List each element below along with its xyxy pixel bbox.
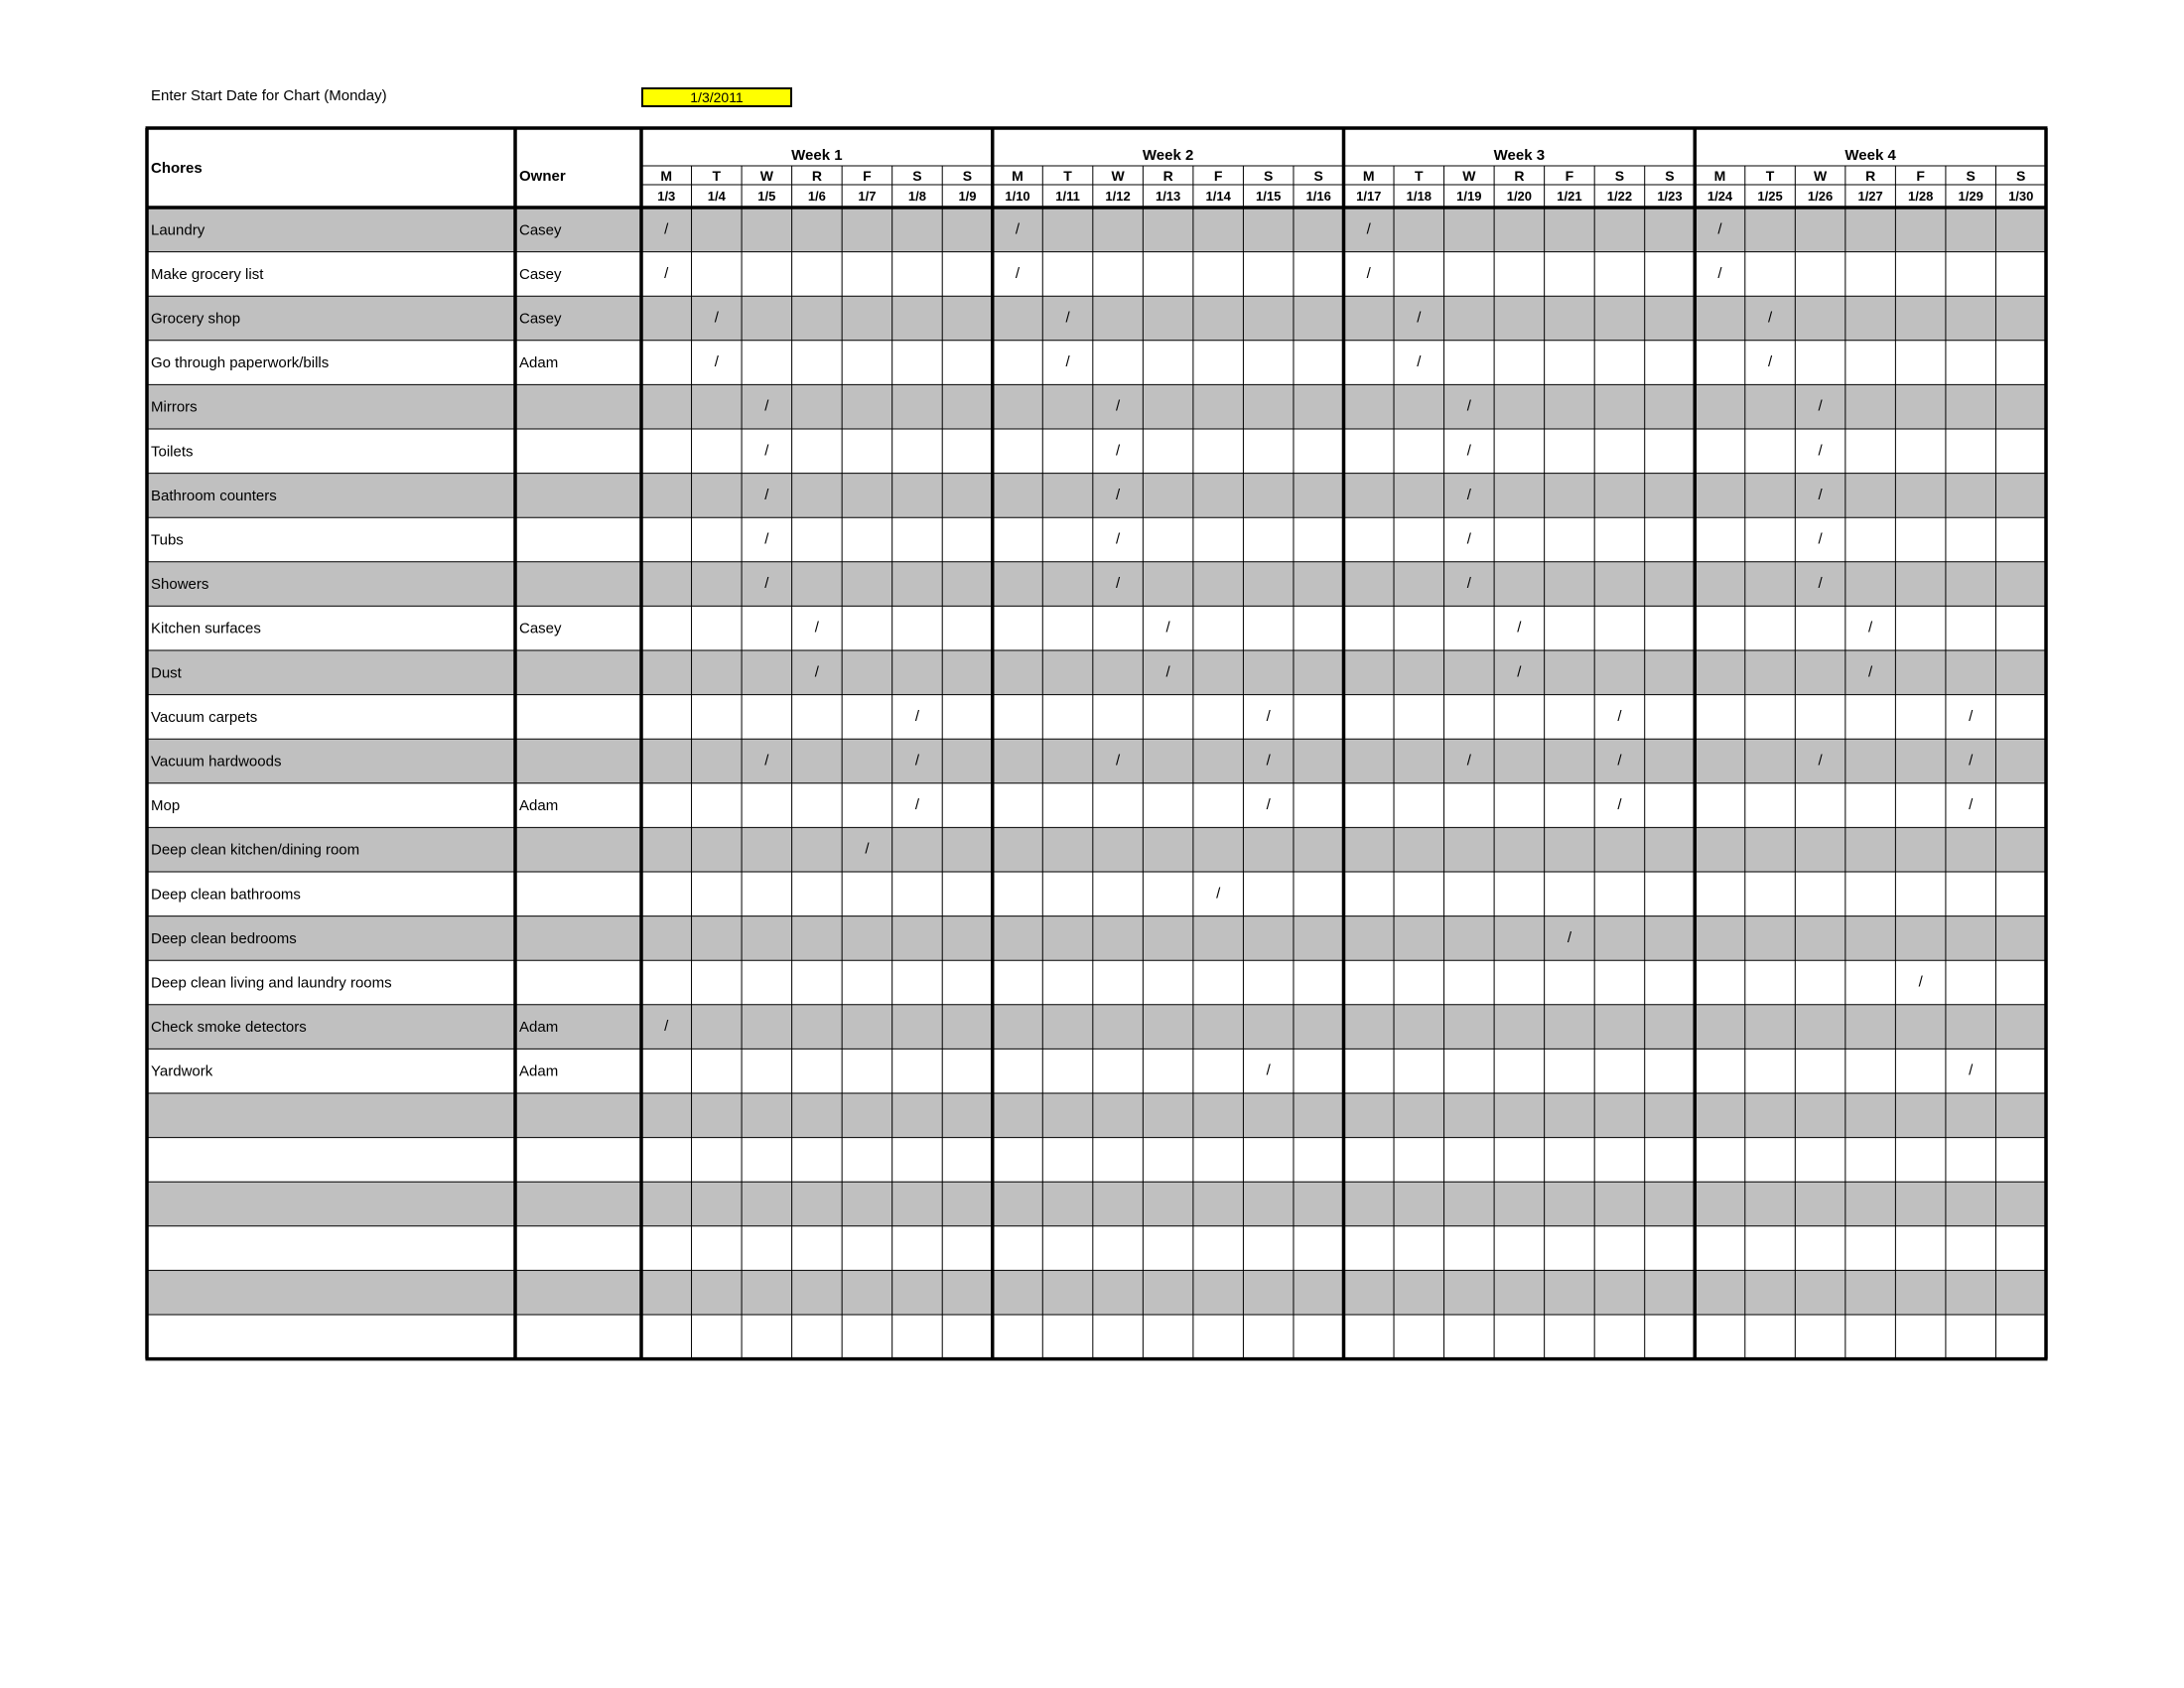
table-row-background [147, 296, 2046, 341]
chore-mark: / [1517, 663, 1522, 681]
day-letter-header: W [1462, 168, 1476, 184]
day-letter-header: F [1213, 168, 1223, 184]
chore-mark: / [1015, 220, 1021, 238]
chore-mark: / [714, 353, 719, 371]
chore-mark: / [814, 663, 819, 681]
date-header: 1/21 [1557, 189, 1582, 204]
table-row-background [147, 916, 2046, 961]
date-header: 1/7 [858, 189, 877, 204]
chore-owner: Adam [519, 354, 559, 372]
chore-owner: Casey [519, 221, 562, 239]
chore-name: Make grocery list [151, 265, 264, 283]
chore-owner: Adam [519, 1062, 559, 1080]
chore-mark: / [1969, 752, 1974, 770]
chore-mark: / [1116, 486, 1121, 503]
chore-name: Kitchen surfaces [151, 620, 261, 637]
chore-mark: / [1116, 575, 1121, 593]
chore-mark: / [1818, 575, 1823, 593]
date-header: 1/27 [1857, 189, 1883, 204]
table-row-background [147, 960, 2046, 1005]
table-row-background [147, 1005, 2046, 1050]
date-header: 1/6 [807, 189, 826, 204]
day-letter-header: S [2016, 168, 2026, 184]
chore-name: Toilets [151, 443, 194, 461]
chore-name: Deep clean living and laundry rooms [151, 974, 392, 992]
chore-mark: / [764, 575, 769, 593]
chore-mark: / [1818, 397, 1823, 415]
chore-mark: / [1165, 663, 1170, 681]
date-header: 1/5 [757, 189, 776, 204]
chore-mark: / [914, 796, 920, 814]
chore-mark: / [1868, 663, 1873, 681]
chore-mark: / [1116, 530, 1121, 548]
date-header: 1/20 [1506, 189, 1533, 204]
chore-mark: / [814, 619, 819, 636]
chore-mark: / [1466, 442, 1471, 460]
week-header: Week 3 [1493, 147, 1546, 164]
date-header: 1/19 [1456, 189, 1482, 204]
day-letter-header: T [1765, 168, 1775, 184]
chore-mark: / [1266, 752, 1271, 770]
chore-mark: / [1466, 575, 1471, 593]
chore-mark: / [1417, 309, 1422, 327]
date-header: 1/17 [1356, 189, 1382, 204]
chore-mark: / [1216, 885, 1221, 903]
chore-name: Yardwork [151, 1062, 213, 1080]
date-header: 1/13 [1155, 189, 1181, 204]
chore-name: Check smoke detectors [151, 1019, 307, 1037]
chore-mark: / [764, 752, 769, 770]
date-header: 1/29 [1958, 189, 1983, 204]
day-letter-header: S [962, 168, 973, 184]
date-header: 1/30 [2008, 189, 2034, 204]
chore-owner: Adam [519, 797, 559, 815]
chore-mark: / [1417, 353, 1422, 371]
chore-mark: / [664, 220, 669, 238]
chore-name: Mop [151, 797, 181, 815]
table-row-background [147, 1270, 2046, 1315]
day-letter-header: R [1514, 168, 1525, 184]
table-row-background [147, 695, 2046, 740]
chore-owner: Casey [519, 310, 562, 328]
table-row-background [147, 606, 2046, 650]
chore-mark: / [1266, 796, 1271, 814]
chore-mark: / [1918, 973, 1923, 991]
owner-header: Owner [519, 168, 566, 185]
week-header: Week 1 [791, 147, 843, 164]
chore-mark: / [1366, 264, 1371, 282]
table-row-background [147, 1138, 2046, 1183]
chore-mark: / [1767, 353, 1773, 371]
chore-mark: / [1818, 530, 1823, 548]
table-row-background [147, 1093, 2046, 1138]
week-header: Week 2 [1142, 147, 1194, 164]
date-header: 1/25 [1757, 189, 1783, 204]
day-letter-header: W [759, 168, 773, 184]
date-header: 1/16 [1305, 189, 1331, 204]
chore-name: Go through paperwork/bills [151, 354, 330, 372]
day-letter-header: S [912, 168, 922, 184]
start-date-label: Enter Start Date for Chart (Monday) [151, 87, 387, 104]
day-letter-header: T [1415, 168, 1424, 184]
day-letter-header: S [1966, 168, 1976, 184]
day-letter-header: R [1162, 168, 1173, 184]
chore-name: Laundry [151, 221, 205, 239]
table-row-background [147, 1049, 2046, 1093]
day-letter-header: T [712, 168, 722, 184]
chore-mark: / [1969, 796, 1974, 814]
table-row-background [147, 474, 2046, 518]
chore-mark: / [1015, 264, 1021, 282]
date-header: 1/15 [1256, 189, 1282, 204]
chore-mark: / [1366, 220, 1371, 238]
date-header: 1/26 [1807, 189, 1834, 204]
day-letter-header: M [660, 168, 673, 184]
chore-mark: / [1466, 486, 1471, 503]
chore-mark: / [764, 486, 769, 503]
day-letter-header: S [1614, 168, 1625, 184]
chore-mark: / [1818, 752, 1823, 770]
table-row-background [147, 1182, 2046, 1226]
table-row-background [147, 252, 2046, 297]
date-header: 1/28 [1908, 189, 1934, 204]
chore-name: Showers [151, 576, 209, 594]
date-header: 1/3 [657, 189, 676, 204]
chore-name: Tubs [151, 531, 184, 549]
chore-mark: / [764, 397, 769, 415]
chore-owner: Adam [519, 1019, 559, 1037]
table-row-background [147, 1226, 2046, 1271]
chore-mark: / [1065, 353, 1070, 371]
chore-mark: / [664, 264, 669, 282]
chore-mark: / [1466, 752, 1471, 770]
table-row-background [147, 650, 2046, 695]
chore-mark: / [1818, 442, 1823, 460]
chore-mark: / [1165, 619, 1170, 636]
chore-mark: / [1717, 220, 1722, 238]
chore-mark: / [1517, 619, 1522, 636]
chore-mark: / [1065, 309, 1070, 327]
chore-mark: / [1567, 928, 1571, 946]
date-header: 1/10 [1005, 189, 1030, 204]
chore-name: Grocery shop [151, 310, 241, 328]
date-header: 1/11 [1055, 189, 1080, 204]
chore-mark: / [1617, 707, 1622, 725]
chore-mark: / [914, 707, 920, 725]
chore-mark: / [914, 752, 920, 770]
date-header: 1/14 [1205, 189, 1231, 204]
chore-name: Vacuum carpets [151, 708, 258, 726]
day-letter-header: F [1916, 168, 1925, 184]
day-letter-header: W [1813, 168, 1828, 184]
chore-mark: / [1266, 1061, 1271, 1079]
chore-mark: / [1116, 442, 1121, 460]
chore-mark: / [1617, 752, 1622, 770]
day-letter-header: S [1264, 168, 1274, 184]
date-header: 1/23 [1657, 189, 1683, 204]
table-row-background [147, 429, 2046, 474]
chore-name: Vacuum hardwoods [151, 753, 282, 771]
table-row-background [147, 739, 2046, 783]
date-header: 1/12 [1105, 189, 1131, 204]
week-header: Week 4 [1844, 147, 1896, 164]
chore-mark: / [1116, 752, 1121, 770]
table-row-background [147, 1315, 2046, 1359]
table-row-background [147, 562, 2046, 607]
chore-mark: / [1818, 486, 1823, 503]
table-row-background [147, 208, 2046, 252]
chore-mark: / [1466, 397, 1471, 415]
day-letter-header: S [1665, 168, 1675, 184]
date-header: 1/18 [1406, 189, 1432, 204]
chore-mark: / [1266, 707, 1271, 725]
chore-name: Mirrors [151, 398, 198, 416]
chore-mark: / [1969, 1061, 1974, 1079]
date-header: 1/24 [1706, 189, 1733, 204]
chore-mark: / [664, 1018, 669, 1036]
date-header: 1/22 [1606, 189, 1633, 204]
day-letter-header: S [1313, 168, 1323, 184]
date-header: 1/8 [907, 189, 926, 204]
chore-owner: Casey [519, 265, 562, 283]
chores-header: Chores [151, 160, 203, 177]
table-row-background [147, 341, 2046, 385]
chore-name: Bathroom counters [151, 487, 277, 504]
chore-mark: / [1617, 796, 1622, 814]
chore-mark: / [764, 530, 769, 548]
chore-mark: / [1969, 707, 1974, 725]
chore-name: Deep clean bedrooms [151, 929, 297, 947]
chore-name: Dust [151, 664, 182, 682]
day-letter-header: R [1865, 168, 1876, 184]
day-letter-header: W [1111, 168, 1125, 184]
day-letter-header: F [1565, 168, 1574, 184]
chore-mark: / [714, 309, 719, 327]
chore-mark: / [1767, 309, 1773, 327]
chore-mark: / [1868, 619, 1873, 636]
day-letter-header: R [811, 168, 822, 184]
chore-mark: / [1116, 397, 1121, 415]
chore-mark: / [865, 840, 870, 858]
day-letter-header: M [1713, 168, 1726, 184]
chore-mark: / [1717, 264, 1722, 282]
table-row-background [147, 517, 2046, 562]
chore-name: Deep clean kitchen/dining room [151, 841, 360, 859]
day-letter-header: T [1063, 168, 1072, 184]
day-letter-header: M [1362, 168, 1375, 184]
table-row-background [147, 384, 2046, 429]
day-letter-header: F [863, 168, 872, 184]
chore-mark: / [764, 442, 769, 460]
table-row-background [147, 827, 2046, 872]
day-letter-header: M [1012, 168, 1024, 184]
table-row-background [147, 872, 2046, 916]
chore-owner: Casey [519, 620, 562, 637]
table-row-background [147, 783, 2046, 828]
chore-mark: / [1466, 530, 1471, 548]
date-header: 1/9 [958, 189, 977, 204]
chore-name: Deep clean bathrooms [151, 886, 301, 904]
date-header: 1/4 [707, 189, 726, 204]
